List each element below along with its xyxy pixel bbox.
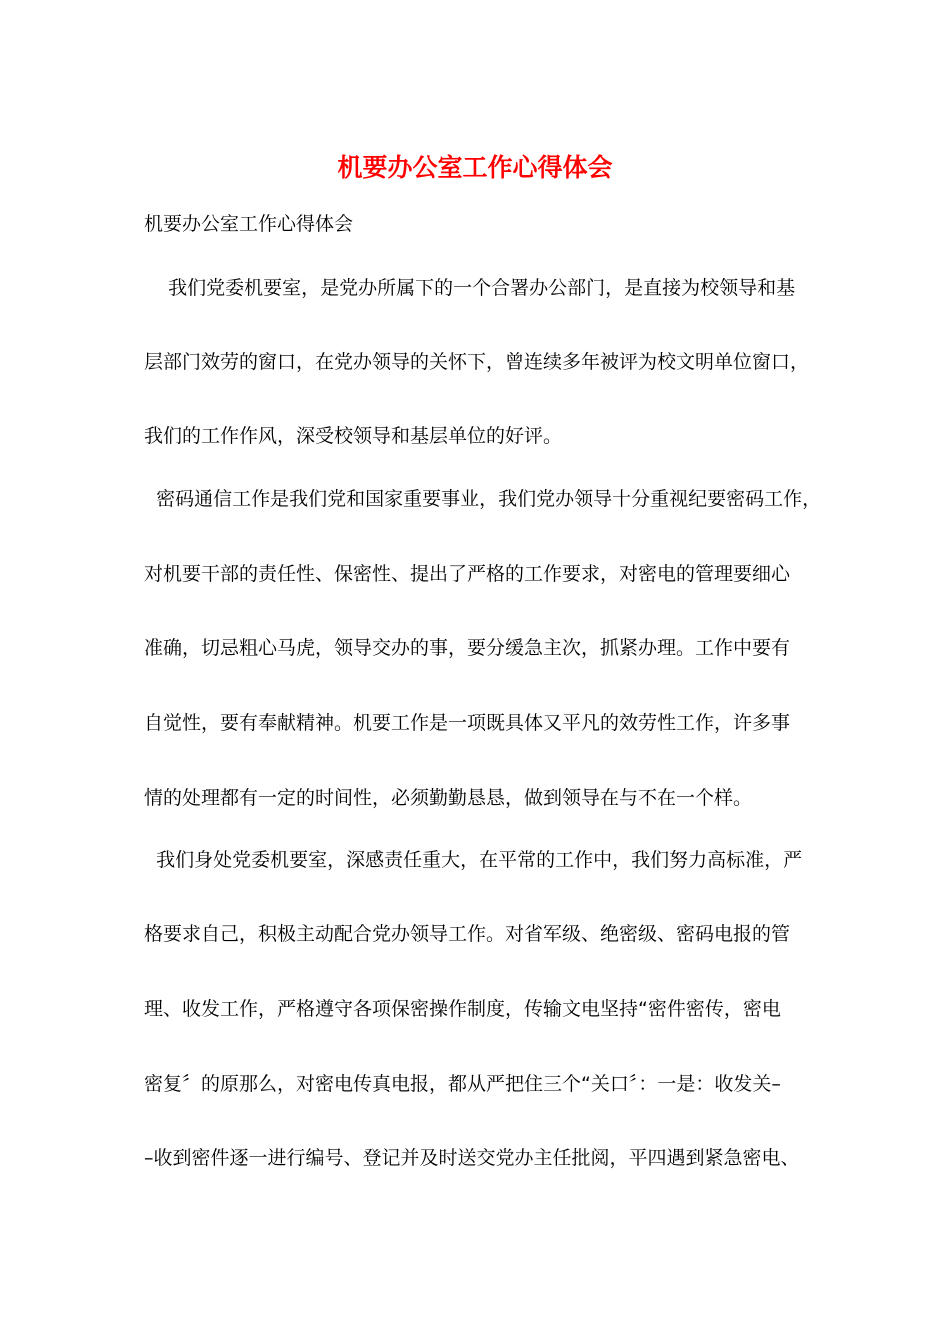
paragraph-line: 层部门效劳的窗口，在党办领导的关怀下，曾连续多年被评为校文明单位窗口，	[144, 351, 810, 373]
paragraph-line: 自觉性，要有奉献精神。机要工作是一项既具体又平凡的效劳性工作，许多事	[144, 712, 791, 734]
paragraph-line: 理、收发工作，严格遵守各项保密操作制度，传输文电坚持“密件密传，密电	[144, 998, 781, 1020]
paragraph-line: –收到密件逐一进行编号、登记并及时送交党办主任批阅，平四遇到紧急密电、	[144, 1147, 800, 1169]
paragraph-line: 情的处理都有一定的时间性，必须勤勤恳恳，做到领导在与不在一个样。	[144, 787, 753, 809]
paragraph-line: 我们党委机要室，是党办所属下的一个合署办公部门，是直接为校领导和基	[144, 277, 796, 299]
document-subtitle: 机要办公室工作心得体会	[144, 213, 354, 235]
paragraph-line: 对机要干部的责任性、保密性、提出了严格的工作要求，对密电的管理要细心	[144, 563, 791, 585]
paragraph-line: 密码通信工作是我们党和国家重要事业，我们党办领导十分重视纪要密码工作，	[144, 488, 822, 510]
paragraph-line: 准确，切忌粗心马虎，领导交办的事，要分缓急主次，抓紧办理。工作中要有	[144, 637, 791, 659]
paragraph-line: 我们身处党委机要室，深感责任重大，在平常的工作中，我们努力高标准，严	[144, 849, 803, 871]
document-title: 机要办公室工作心得体会	[337, 153, 613, 182]
paragraph-line: 格要求自己，积极主动配合党办领导工作。对省军级、绝密级、密码电报的管	[144, 923, 791, 945]
paragraph-line: 密复〞的原那么，对密电传真电报，都从严把住三个“关口〞：一是：收发关–	[144, 1073, 781, 1095]
paragraph-line: 我们的工作作风，深受校领导和基层单位的好评。	[144, 425, 563, 447]
